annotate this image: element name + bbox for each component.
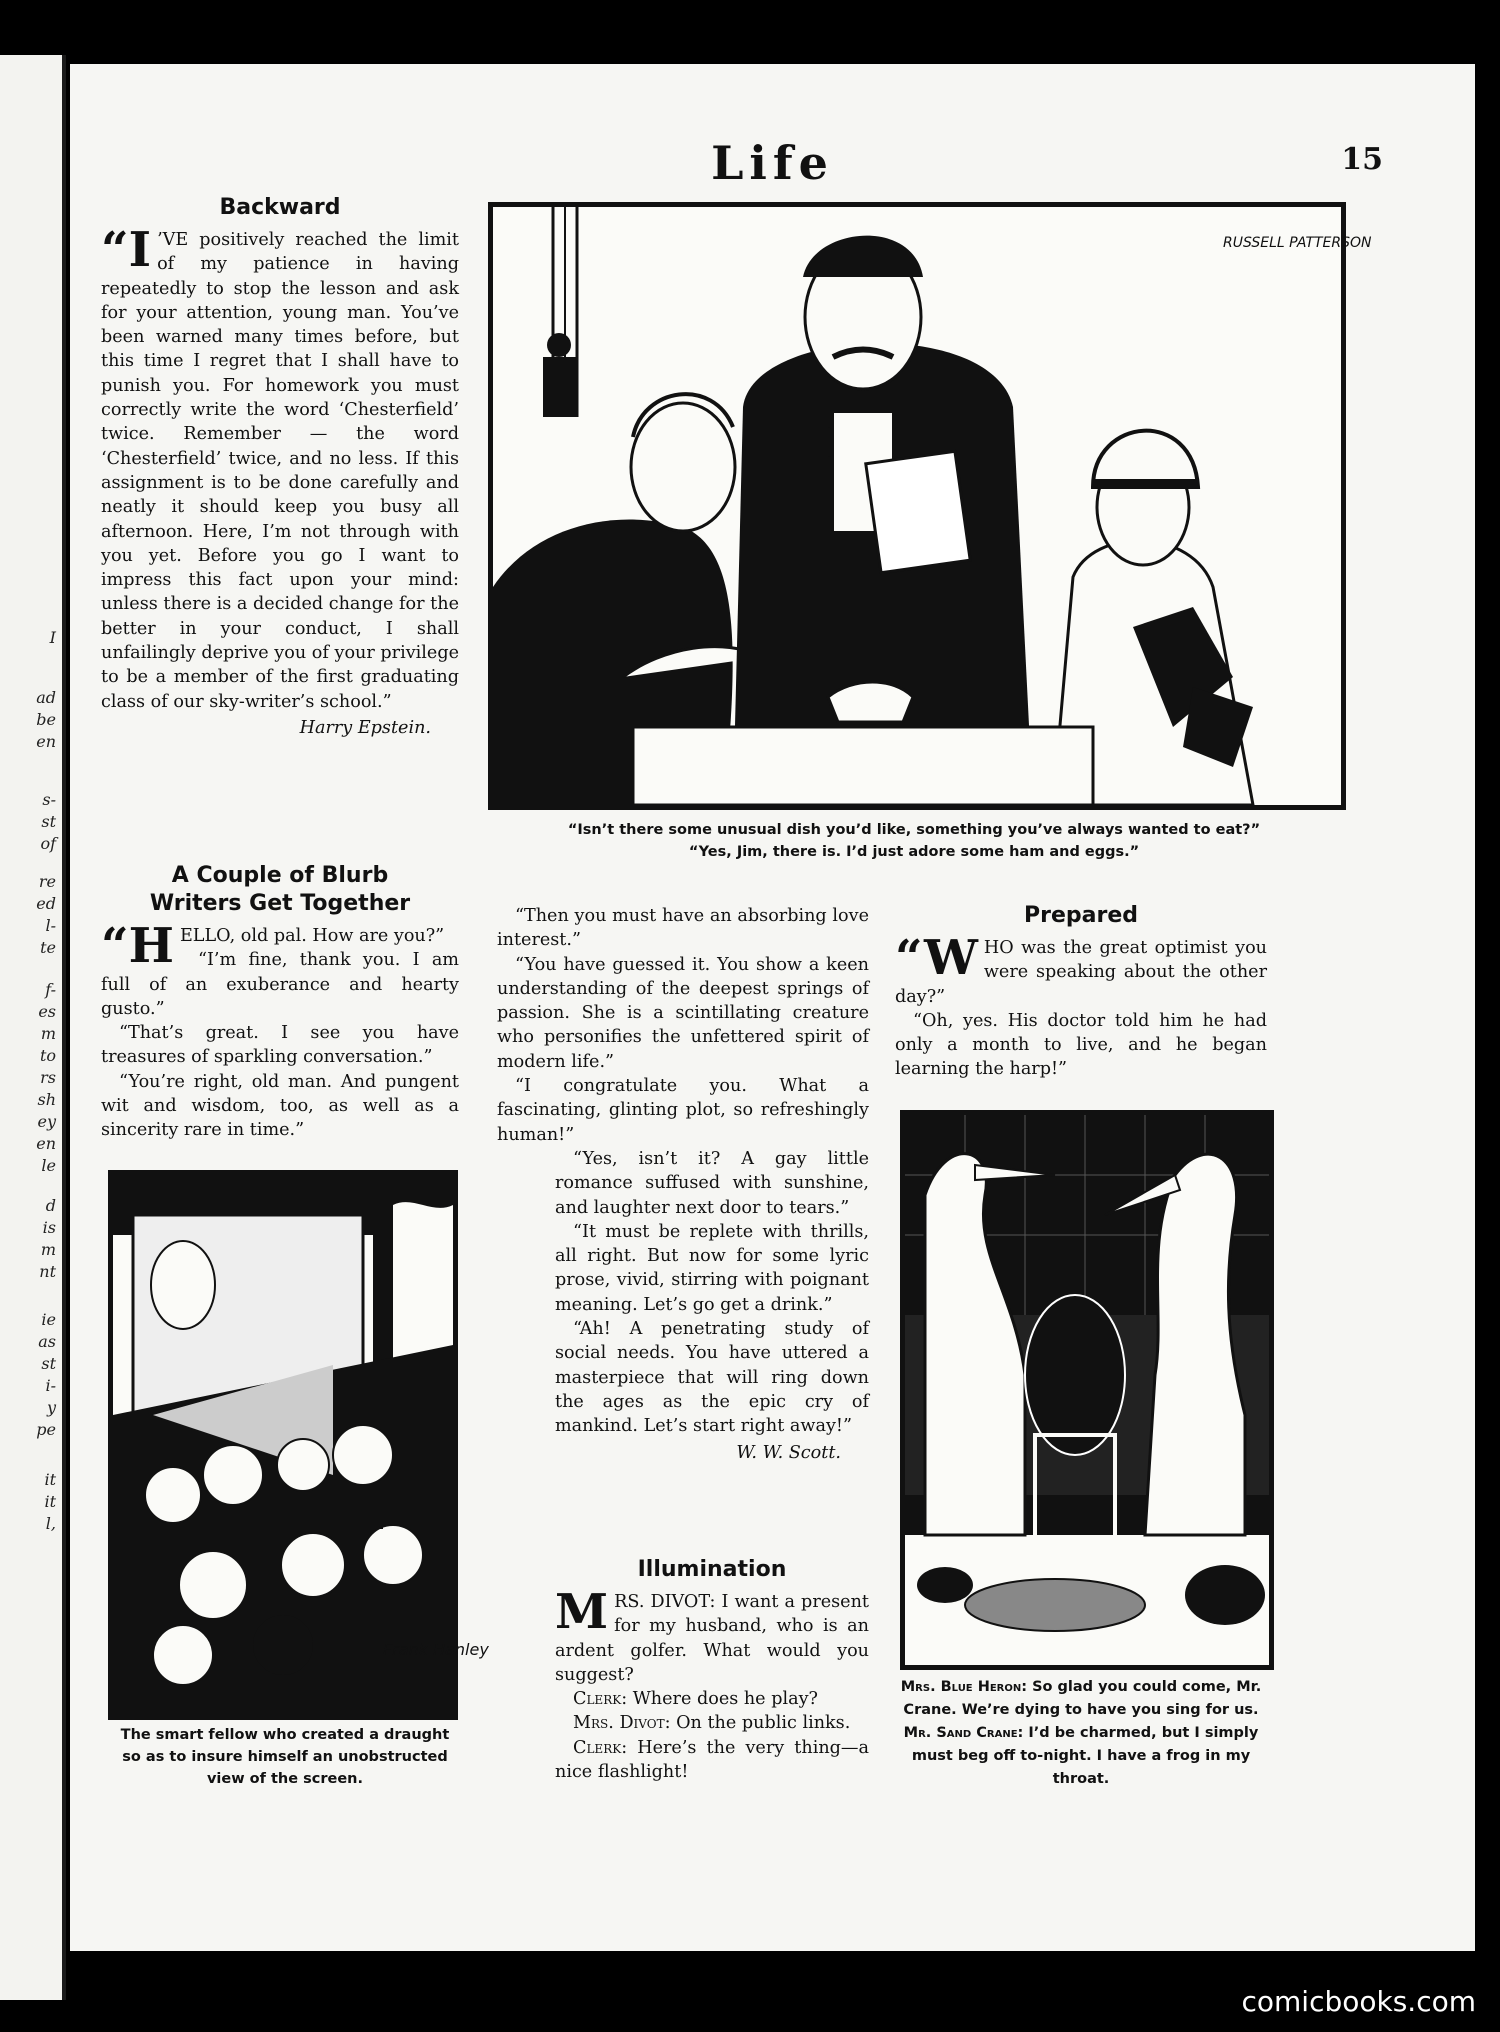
site-watermark: comicbooks.com bbox=[1241, 1985, 1476, 2018]
article-body: “You have guessed it. You show a keen understanding of the deepest springs of passion. She is a scintillating creature who personifies the unfettered spirit of modern life.” bbox=[497, 954, 869, 1072]
previous-page-text-fragment: be bbox=[36, 710, 56, 729]
article-body: : On the public links. bbox=[664, 1713, 851, 1734]
previous-page-text-fragment: y bbox=[46, 1398, 56, 1417]
speaker-name: Clerk bbox=[573, 1689, 622, 1710]
previous-page-text-fragment: ad bbox=[36, 688, 56, 707]
previous-page-text-fragment: pe bbox=[36, 1420, 56, 1439]
article-body: : Where does he play? bbox=[621, 1689, 818, 1710]
article-body: HO was the great optimist you were speaking about the other day?” bbox=[895, 938, 1267, 1007]
article-body: “Ah! A penetrating study of social needs. You have uttered a masterpiece that will ring down the ages as the epic cry of mankind. Let’s start right away!” bbox=[555, 1319, 869, 1437]
cartoon-caption: The smart fellow who created a draught so as to insure himself an unobstructed view of the screen. bbox=[120, 1727, 450, 1787]
previous-page-text-fragment: sh bbox=[37, 1090, 56, 1109]
article-backward bbox=[101, 194, 459, 740]
previous-page-text-fragment: es bbox=[38, 1002, 56, 1021]
article-prepared bbox=[895, 902, 1267, 1082]
drop-cap: M bbox=[555, 1584, 609, 1640]
article-body: “That’s great. I see you have treasures of sparkling conversation.” bbox=[101, 1023, 459, 1068]
previous-page-text-fragment: it bbox=[44, 1492, 56, 1511]
speaker-name: Clerk bbox=[573, 1737, 622, 1758]
article-body: “Oh, yes. His doctor told him he had only a month to live, and he began learning the harp!” bbox=[895, 1010, 1267, 1080]
previous-page-text-fragment: en bbox=[36, 1134, 56, 1153]
article-title: A Couple of Blurb Writers Get Together bbox=[149, 863, 411, 916]
article-body: “Yes, isn’t it? A gay little romance suffused with sunshine, and laughter next door to tears.” bbox=[555, 1148, 869, 1218]
drop-cap: “I bbox=[101, 222, 152, 278]
page-number: 15 bbox=[1341, 142, 1383, 177]
speaker-name: Mr. Sand Crane bbox=[903, 1725, 1018, 1741]
cartoon-caption bbox=[895, 1676, 1267, 1791]
article-blurb-writers bbox=[101, 862, 459, 1143]
caption-line: “Yes, Jim, there is. I’d just adore some ham and eggs.” bbox=[688, 844, 1140, 860]
article-illumination bbox=[555, 1556, 869, 1784]
cartoon-theater bbox=[108, 1170, 489, 1720]
article-body: “It must be replete with thrills, all right. But now for some lyric prose, vivid, stirring with poignant meaning. Let’s go get a drink.” bbox=[555, 1221, 869, 1315]
previous-page-text-fragment: is bbox=[42, 1218, 56, 1237]
article-body: “Then you must have an absorbing love interest.” bbox=[497, 906, 869, 951]
caption-line: “Isn’t there some unusual dish you’d like, something you’ve always wanted to eat?” bbox=[567, 822, 1261, 838]
previous-page-text-fragment: ie bbox=[41, 1310, 56, 1329]
theater-illustration bbox=[113, 1175, 489, 1715]
previous-page-edge bbox=[0, 55, 66, 2000]
cartoon-caption bbox=[480, 819, 1348, 863]
indented-block bbox=[555, 1147, 869, 1465]
artist-signature: Frank Hanley bbox=[383, 1640, 489, 1659]
restaurant-illustration bbox=[493, 207, 1372, 805]
previous-page-text-fragment: nt bbox=[39, 1262, 56, 1281]
previous-page-text-fragment: le bbox=[41, 1156, 56, 1175]
byline: W. W. Scott. bbox=[736, 1442, 841, 1463]
previous-page-text-fragment: of bbox=[40, 834, 56, 853]
article-body: ’VE positively reached the limit of my patience in having repeatedly to stop the lesson and ask for your attention, young man. You’ve been warned many times before, but this time I regret that I shall have to punish you. For homework you must correctly write the word ‘Chesterfield’ twice. Remember — the word ‘Chesterfield’ twice, and no less. If this assignment is to be done carefully and neatly it should keep you busy all afternoon. Here, I’m not through with you yet. Before you go I want to impress this fact upon your mind: unless there is a decided change for the better in your conduct, I shall unfailingly deprive you of your privilege to be a member of the first graduating class of our sky-writer’s school.” bbox=[101, 230, 459, 712]
article-title: Prepared bbox=[1023, 903, 1138, 928]
article-blurb-continued bbox=[497, 904, 869, 1465]
byline: Harry Epstein. bbox=[299, 717, 431, 738]
article-title: Backward bbox=[219, 195, 341, 220]
previous-page-text-fragment: rs bbox=[40, 1068, 56, 1087]
article-body: “I congratulate you. What a fascinating, glinting plot, so refreshingly human!” bbox=[497, 1076, 869, 1145]
article-body: : Here’s the very thing—a nice flashlight! bbox=[555, 1737, 869, 1783]
previous-page-text-fragment: st bbox=[41, 812, 56, 831]
herons-illustration bbox=[905, 1115, 1269, 1665]
previous-page-text-fragment: ed bbox=[36, 894, 56, 913]
article-body: RS. DIVOT: I want a present for my husband, who is an ardent golfer. What would you suggest? bbox=[555, 1592, 869, 1685]
article-body: “I’m fine, thank you. I am full of an exuberance and hearty gusto.” bbox=[101, 950, 459, 1019]
caption-line: : So glad you could come, Mr. Crane. We’re dying to have you sing for us. bbox=[903, 1679, 1262, 1718]
previous-page-text-fragment: m bbox=[40, 1240, 56, 1259]
article-title: Illumination bbox=[637, 1557, 787, 1582]
previous-page-text-fragment: m bbox=[40, 1024, 56, 1043]
previous-page-text-fragment: s- bbox=[42, 790, 56, 809]
previous-page-text-fragment: it bbox=[44, 1470, 56, 1489]
previous-page-text-fragment: d bbox=[45, 1196, 56, 1215]
previous-page-text-fragment: as bbox=[38, 1332, 56, 1351]
drop-cap: “H bbox=[101, 918, 174, 974]
artist-signature: RUSSELL PATTERSON bbox=[1223, 235, 1372, 251]
previous-page-text-fragment: i- bbox=[45, 1376, 56, 1395]
previous-page-text-fragment: to bbox=[39, 1046, 56, 1065]
drop-cap: “W bbox=[895, 930, 978, 986]
previous-page-text-fragment: f- bbox=[45, 980, 56, 999]
previous-page-text-fragment: te bbox=[40, 938, 56, 957]
previous-page-text-fragment: l- bbox=[45, 916, 56, 935]
previous-page-text-fragment: st bbox=[41, 1354, 56, 1373]
magazine-page bbox=[70, 64, 1475, 1951]
caption-line: : I’d be charmed, but I simply must beg off to-night. I have a frog in my throat. bbox=[911, 1725, 1259, 1787]
previous-page-text-fragment: en bbox=[36, 732, 56, 751]
previous-page-text-fragment: l, bbox=[45, 1514, 56, 1533]
previous-page-text-fragment: ey bbox=[37, 1112, 56, 1131]
speaker-name: Mrs. Blue Heron bbox=[900, 1679, 1022, 1695]
cartoon-restaurant bbox=[488, 202, 1372, 810]
speaker-name: Mrs. Divot bbox=[573, 1713, 665, 1734]
article-body: ELLO, old pal. How are you?” bbox=[179, 926, 445, 946]
cartoon-herons bbox=[900, 1110, 1274, 1670]
masthead: Life bbox=[711, 136, 834, 190]
previous-page-text-fragment: re bbox=[38, 872, 56, 891]
article-body: “You’re right, old man. And pungent wit and wisdom, too, as well as a sincerity rare in time.” bbox=[101, 1071, 459, 1141]
previous-page-text-fragment: I bbox=[49, 628, 56, 647]
